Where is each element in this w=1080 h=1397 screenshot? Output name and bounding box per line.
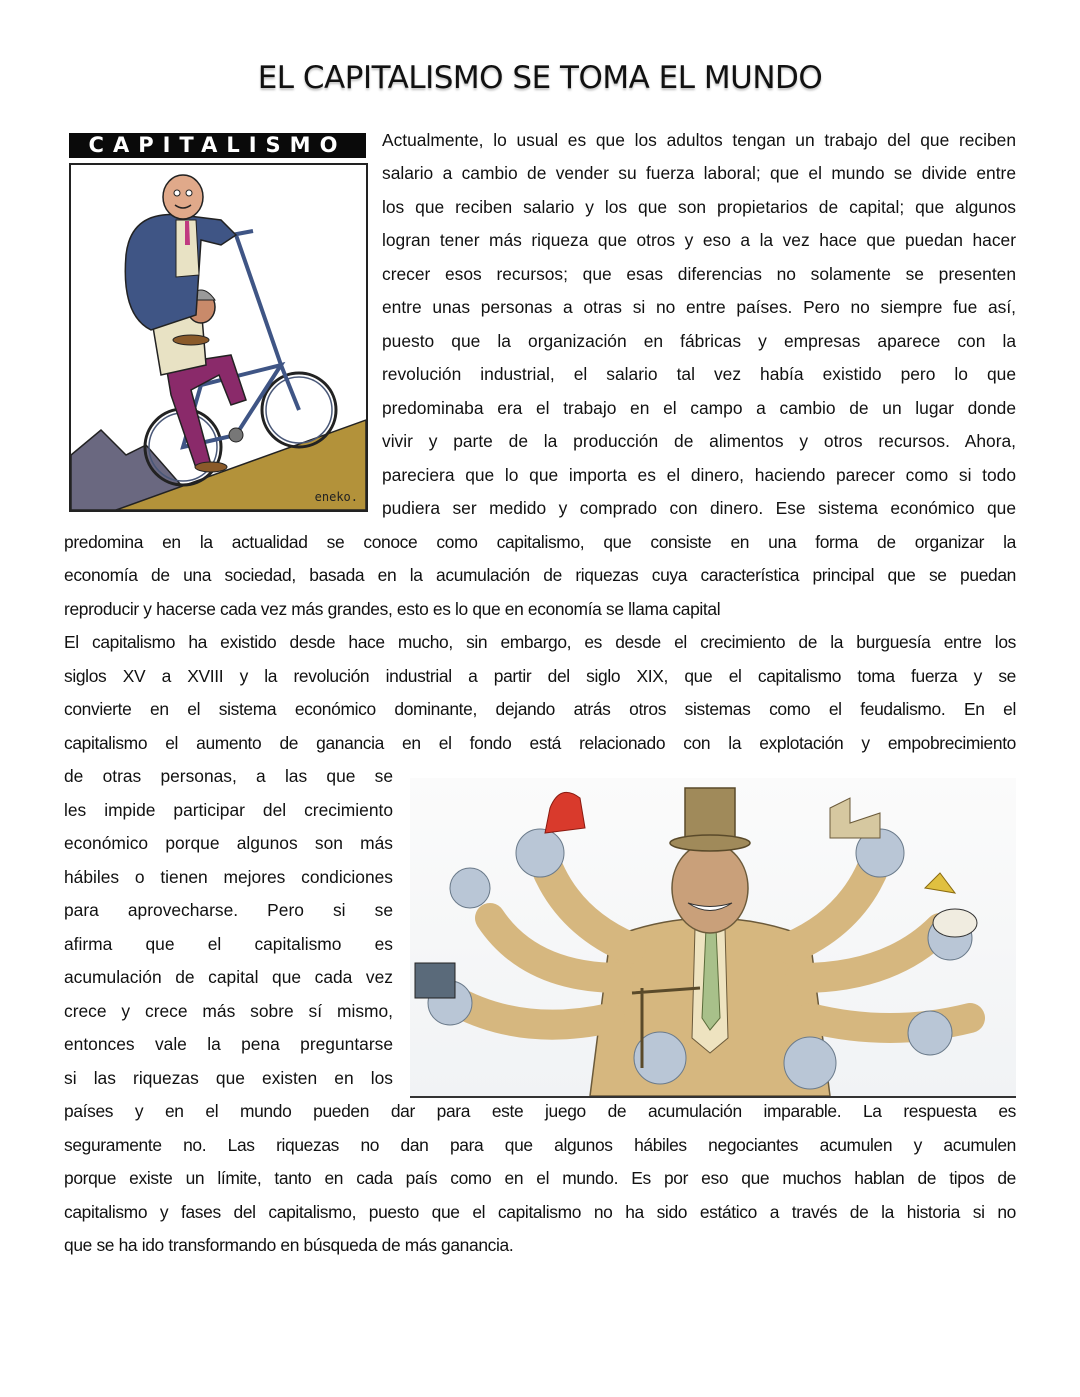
text-line: les impide participar del crecimiento [64,800,393,820]
cartoon-signature: eneko. [314,490,358,504]
text-line: capitalismo el aumento de ganancia en el fondo está relacionado con la explotación y empobrecimiento [64,733,1016,753]
text-line: convierte en el sistema económico dominante, dejando atrás otros sistemas como el feudalismo. En el [64,699,1016,719]
text-line: revolución industrial, el salario tal vez había existido pero lo que [382,364,1016,384]
text-line: económico porque algunos son más [64,833,393,853]
cartoon-panel [69,163,368,512]
cartoon-banner: CAPITALISMO [69,133,366,158]
text-line: reproducir y hacerse cada vez más grandes, esto es lo que en economía se llama capital [64,599,721,619]
text-line: porque existe un límite, tanto en cada país como en el mundo. Es por eso que muchos hablan de tipos de [64,1168,1016,1188]
text-line: predomina en la actualidad se conoce como capitalismo, que consiste en una forma de organizar la [64,532,1016,552]
text-line: salario a cambio de vender su fuerza laboral; que el mundo se divide entre [382,163,1016,183]
text-line: afirma que el capitalismo es [64,934,393,954]
text-line: predominaba era el trabajo en el campo a cambio de un lugar donde [382,398,1016,418]
bicycle-illustration [71,165,366,510]
capitalist-illustration [410,778,1016,1096]
text-line: El capitalismo ha existido desde hace mucho, sin embargo, es desde el crecimiento de la burguesía entre los [64,632,1016,652]
cartoon-capitalismo-bicycle [69,133,366,510]
text-line: los que reciben salario y los que son propietarios de capital; que algunos [382,197,1016,217]
text-line: acumulación de capital que cada vez [64,967,393,987]
text-line: crecer esos recursos; que esas diferencias no solamente se presenten [382,264,1016,284]
text-line: vivir y parte de la producción de alimentos y otros recursos. Ahora, [382,431,1016,451]
text-line: entre unas personas a otras si no entre países. Pero no siempre fue así, [382,297,1016,317]
text-line: economía de una sociedad, basada en la acumulación de riquezas cuya característica principal que se puedan [64,565,1016,585]
text-line: entonces vale la pena preguntarse [64,1034,393,1054]
text-line: Actualmente, lo usual es que los adultos tengan un trabajo del que reciben [382,130,1016,150]
text-line: puesto que la organización en fábricas y empresas aparece con la [382,331,1016,351]
text-line: siglos XV a XVIII y la revolución industrial a partir del siglo XIX, que el capitalismo toma fuerza y se [64,666,1016,686]
text-line: países y en el mundo pueden dar para este juego de acumulación imparable. La respuesta es [64,1101,1016,1121]
text-line: si las riquezas que existen en los [64,1068,393,1088]
text-line: de otras personas, a las que se [64,766,393,786]
text-line: seguramente no. Las riquezas no dan para que algunos hábiles negociantes acumulen y acumulen [64,1135,1016,1155]
text-line: para aprovecharse. Pero si se [64,900,393,920]
text-line: capitalismo y fases del capitalismo, puesto que el capitalismo no ha sido estático a través de la historia si no [64,1202,1016,1222]
cartoon-many-armed-capitalist [410,778,1016,1098]
text-line: crece y crece más sobre sí mismo, [64,1001,393,1021]
text-line: hábiles o tienen mejores condiciones [64,867,393,887]
text-line: pudiera ser medido y comprado con dinero. Ese sistema económico que [382,498,1016,518]
document-title: EL CAPITALISMO SE TOMA EL MUNDO [257,60,823,96]
text-line: logran tener más riqueza que otros y eso a la vez hace que puedan hacer [382,230,1016,250]
text-line: pareciera que lo que importa es el dinero, haciendo parecer como si todo [382,465,1016,485]
text-line: que se ha ido transformando en búsqueda de más ganancia. [64,1235,514,1255]
